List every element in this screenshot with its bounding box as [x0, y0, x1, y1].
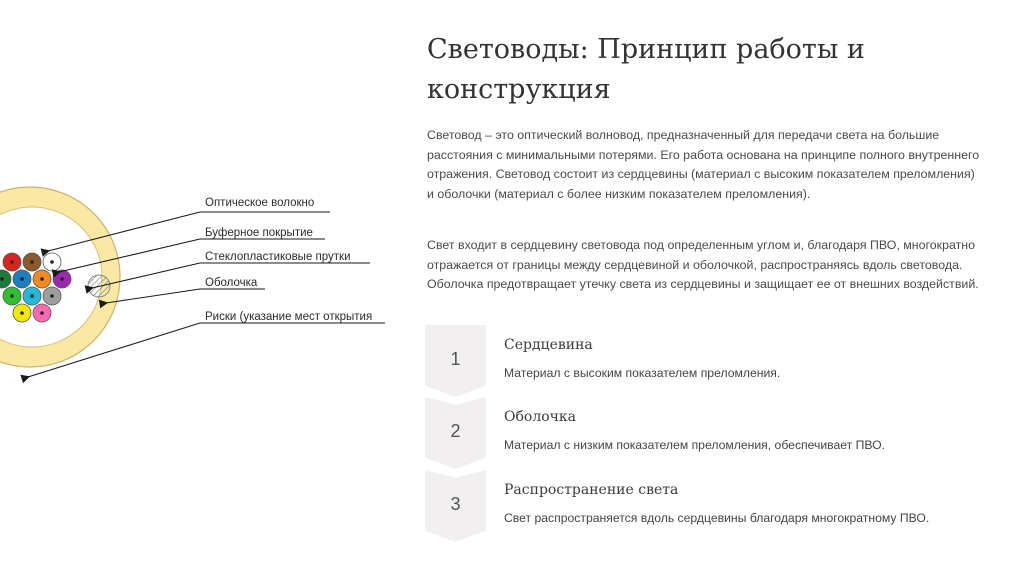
fiber-core-2 [30, 260, 34, 264]
fiber-core-12 [0, 277, 4, 281]
label-jacket: Оболочка [205, 277, 258, 289]
step-description: Свет распространяется вдоль сердцевины благодаря многократному ПВО. [504, 511, 930, 525]
fiber-core-1 [10, 260, 14, 264]
cable-cross-section-diagram [0, 185, 385, 385]
step-title: Оболочка [504, 409, 577, 425]
step-number: 2 [450, 421, 461, 441]
fiber-core-6 [60, 277, 64, 281]
step-core [425, 325, 985, 397]
label-fiberglass-rods: Стеклопластиковые прутки [205, 251, 351, 263]
step-description: Материал с низким показателем преломления, обеспечивает ПВО. [504, 438, 885, 452]
step-cladding [425, 397, 985, 469]
fiber-core-3 [50, 260, 54, 264]
label-optical-fiber: Оптическое волокно [205, 197, 315, 209]
fiber-core-11 [40, 311, 44, 315]
step-number: 1 [450, 349, 461, 369]
fiber-core-7 [10, 294, 14, 298]
step-description: Материал с высоким показателем преломления. [504, 366, 781, 380]
step-title: Сердцевина [504, 337, 593, 353]
leader-jacket [106, 289, 200, 303]
label-marks: Риски (указание мест открытия [205, 311, 373, 323]
principle-paragraph: Свет входит в сердцевину световода под определенным углом и, благодаря ПВО, многократно отражается от границы между сердцевиной и оболочкой, распространяясь вдоль световода. Оболочка предотвращает утечку света из сердцевины и защищает ее от внешних воздействий. [427, 238, 979, 291]
fiber-core-4 [20, 277, 24, 281]
step-propagation [425, 470, 985, 542]
intro-paragraph: Световод – это оптический волновод, предназначенный для передачи света на большие расстояния с минимальными потерями. Его работа основана на принципе полного внутреннего отражения. Световод состоит из сердцевины (материал с высоким показателем преломления) и оболочки (материал с более низким показателем преломления). [427, 128, 980, 201]
fiber-core-8 [30, 294, 34, 298]
label-buffer-coating: Буферное покрытие [205, 227, 313, 239]
page-title: Световоды: Принцип работы и конструкция [427, 34, 865, 105]
fiber-core-5 [40, 277, 44, 281]
fiber-core-9 [50, 294, 54, 298]
step-title: Распространение света [504, 482, 679, 498]
step-number: 3 [450, 494, 461, 514]
fiber-core-10 [20, 311, 24, 315]
